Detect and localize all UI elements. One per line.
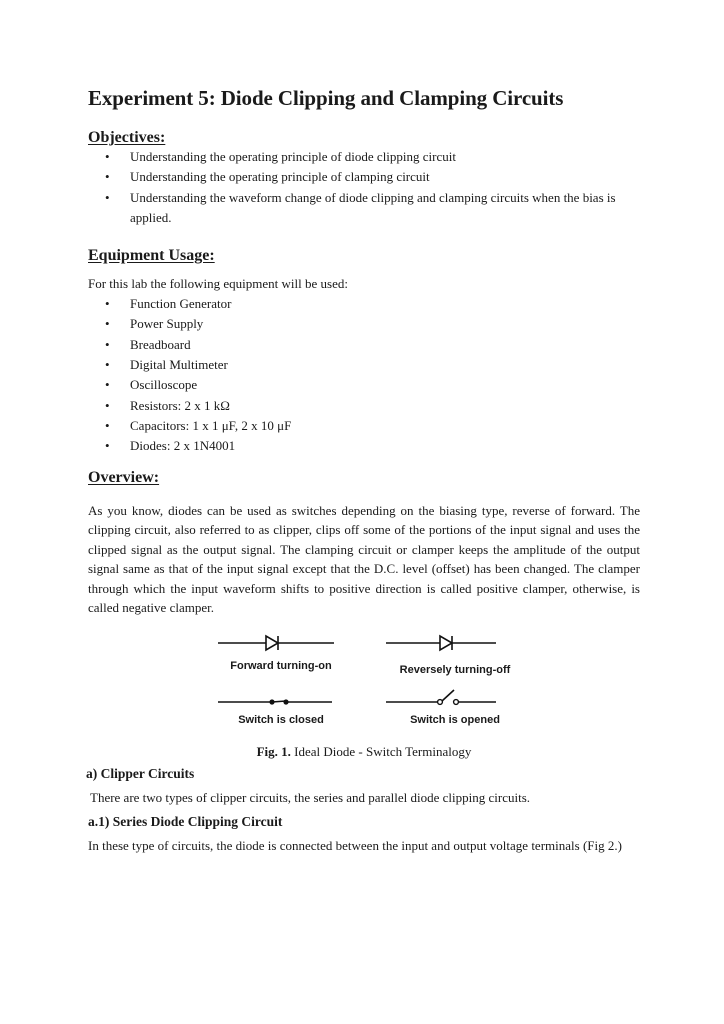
- list-item: • Understanding the operating principle of clamping circuit: [88, 167, 640, 187]
- forward-diode-diagram: [206, 630, 356, 672]
- list-item: • Resistors: 2 x 1 kΩ: [88, 396, 640, 416]
- figure-label: Forward turning-on: [230, 659, 332, 672]
- figure-label: Switch is opened: [410, 713, 500, 726]
- series-clipper-heading: a.1) Series Diode Clipping Circuit: [88, 813, 283, 829]
- figure-caption: [88, 744, 640, 760]
- clipper-text: There are two types of clipper circuits, the series and parallel diode clipping circuits.: [90, 789, 531, 805]
- closed-switch-icon: [206, 692, 356, 710]
- page-title: Experiment 5: Diode Clipping and Clamping Circuits: [88, 86, 564, 110]
- figure-label: Reversely turning-off: [399, 663, 511, 676]
- figure-number: Fig. 1.: [256, 743, 291, 759]
- list-item: • Digital Multimeter: [88, 355, 640, 375]
- diode-symbol-icon: [206, 630, 356, 656]
- document-page: [88, 86, 640, 855]
- figure-caption-text: Ideal Diode - Switch Terminalogy: [290, 743, 472, 759]
- objectives-heading: Objectives:: [88, 129, 166, 146]
- list-item: • Capacitors: 1 x 1 μF, 2 x 10 μF: [88, 416, 640, 436]
- equipment-list: [88, 294, 640, 456]
- series-clipper-text: In these type of circuits, the diode is connected between the input and output voltage terminals (Fig 2.): [88, 837, 622, 853]
- reverse-diode-diagram: [380, 630, 530, 676]
- opened-switch-diagram: [380, 686, 530, 726]
- equipment-intro: For this lab the following equipment will be used:: [88, 276, 348, 292]
- clipper-heading: a) Clipper Circuits: [86, 765, 195, 781]
- list-item: • Function Generator: [88, 294, 640, 314]
- list-item: • Power Supply: [88, 314, 640, 334]
- list-item: • Oscilloscope: [88, 375, 640, 395]
- overview-heading: Overview:: [88, 468, 160, 486]
- closed-switch-diagram: [206, 692, 356, 726]
- list-item: • Understanding the waveform change of diode clipping and clamping circuits when the bias is applied.: [88, 188, 640, 229]
- open-switch-icon: [380, 686, 530, 710]
- objectives-list: [88, 147, 640, 228]
- list-item: • Diodes: 2 x 1N4001: [88, 436, 640, 456]
- list-item: • Breadboard: [88, 335, 640, 355]
- figure-label: Switch is closed: [238, 713, 324, 726]
- overview-paragraph: As you know, diodes can be used as switches depending on the biasing type, reverse of forward. The clipping circuit, also referred to as clipper, clips off some of the portions of the input signal and uses the clipped signal as the output signal. The clamping circuit or clamper keeps the amplitude of the output signal same as that of the input signal except that the D.C. level (offset) has been changed. The clamper through which the input waveform shifts to positive direction is called positive clamper, otherwise, is called negative clamper.: [88, 502, 640, 616]
- diode-switch-figure: [88, 630, 640, 740]
- list-item: • Understanding the operating principle of diode clipping circuit: [88, 147, 640, 167]
- diode-symbol-icon: [380, 630, 530, 656]
- equipment-heading: Equipment Usage:: [88, 247, 215, 265]
